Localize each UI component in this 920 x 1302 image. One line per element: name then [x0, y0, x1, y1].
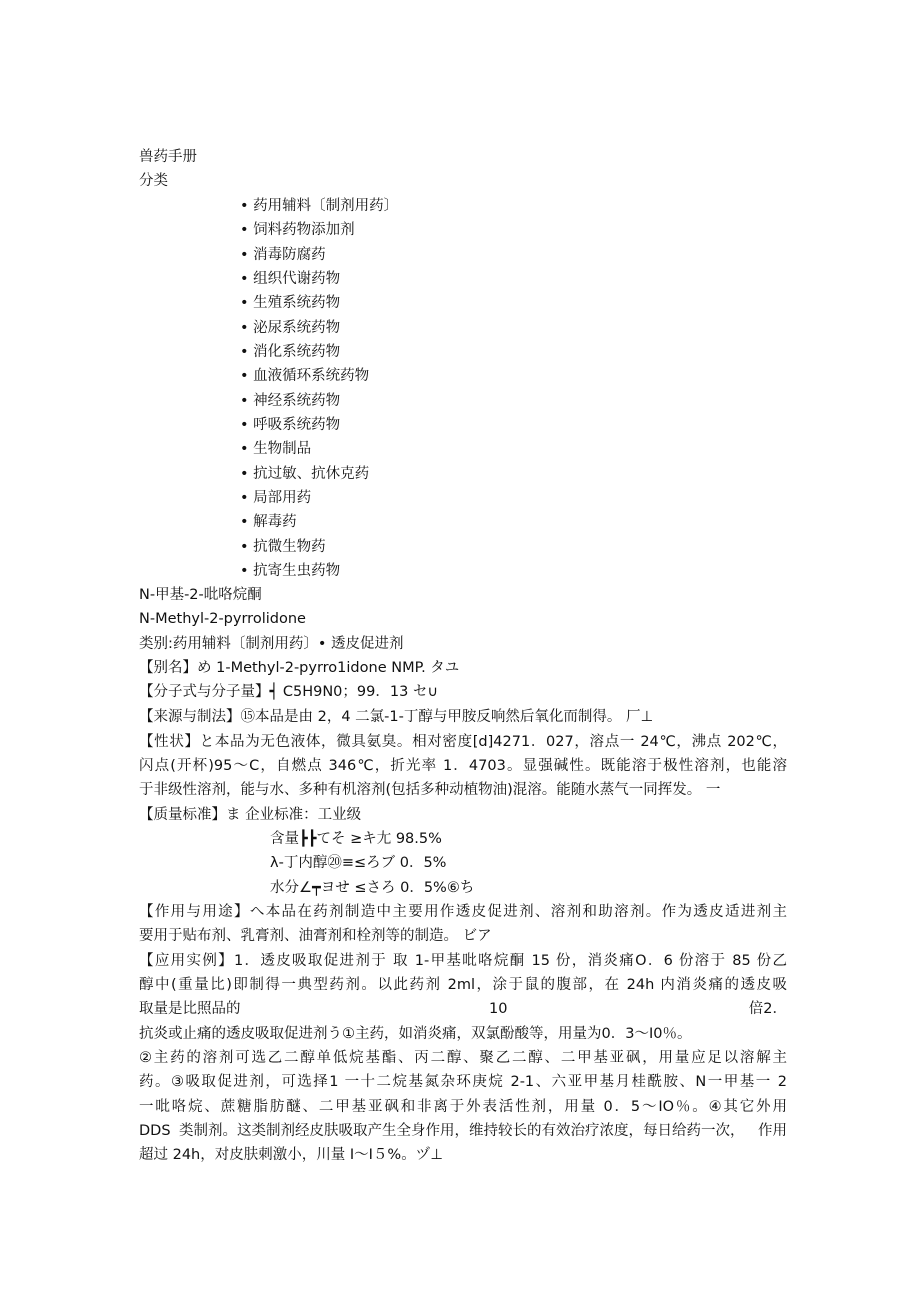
entry-example-line-3: [139, 998, 787, 1020]
entry-example-line-9: 超过 24h，对皮肤刺激小，川量 I～I５%。ヅ⊥: [139, 1147, 443, 1163]
category-item: • 抗过敏、抗休克药: [240, 466, 370, 482]
example-line-3-part-b: 10: [489, 1001, 508, 1017]
example-line-3-part-c: 倍2．: [748, 1001, 787, 1017]
example-line-8-part-c: 作用: [758, 1123, 787, 1139]
entry-example-line-5: ②主药的溶剂可选乙二醇单低烷基酯、丙二醇、聚乙二醇、二甲基亚砜，用量应足以溶解主: [139, 1050, 787, 1066]
document-title: 兽药手册: [139, 149, 197, 165]
category-item: • 局部用药: [240, 490, 312, 506]
entry-use-line-1: 【作用与用途】へ本品在药剂制造中主要用作透皮促进剂、溶剂和助溶剂。作为透皮适进剂主: [139, 904, 787, 920]
category-item: • 生殖系统药物: [240, 295, 341, 311]
category-item: • 组织代谢药物: [240, 271, 341, 287]
entry-category: 类别:药用辅料〔制剂用药〕• 透皮促进剂: [139, 636, 404, 652]
category-item: • 血液循环系统药物: [240, 368, 370, 384]
quality-standard-title: 【质量标准】ま 企业标准：工业级: [139, 807, 362, 823]
category-label: 分类: [139, 173, 168, 189]
example-line-8-part-b: 类制剂。这类制剂经皮肤吸取产生全身作用，维持较长的有效治疗浓度，每日给药一次，: [179, 1123, 745, 1139]
category-item: • 消毒防腐药: [240, 247, 326, 263]
entry-example-line-1: 【应用实例】1．透皮吸取促进剂于 取 1-甲基吡咯烷酮 15 份，消炎痛O．6 份溶于 85 份乙: [139, 953, 787, 969]
category-item: • 抗微生物药: [240, 539, 326, 555]
entry-alias: 【别名】め 1-Methyl-2-pyrro1idone NMP. タユ: [139, 660, 460, 676]
category-item: • 药用辅料〔制剂用药〕: [240, 198, 399, 214]
entry-properties-line-3: 于非级性溶剂，能与水、多种有机溶剂(包括多种动植物油)混溶。能随水蒸气一同挥发。 一: [139, 782, 721, 798]
entry-name-en: N-Methyl-2-pyrrolidone: [139, 611, 306, 627]
quality-item: 含量┣┣てそ ≥キ尢 98.5%: [270, 831, 442, 847]
category-item: • 解毒药: [240, 514, 297, 530]
entry-example-line-7: 一吡咯烷、蔗糖脂肪醚、二甲基亚砜和非离于外表活性剂，用量 0．5～IO％。④其它外用: [139, 1099, 787, 1115]
entry-example-line-6: 药。③吸取促进剂，可选择1 一十二烷基氮杂环庚烷 2-1、六亚甲基月桂酰胺、N一甲基一 2: [139, 1074, 787, 1090]
example-line-3-part-a: 取量是比照品的: [139, 1001, 241, 1017]
quality-item: 水分∠┯ヨせ ≤さろ 0．5%⑥ち: [270, 880, 475, 896]
entry-example-line-8: [139, 1120, 787, 1142]
entry-properties-line-1: 【性状】と本品为无色液体，微具氨臭。相对密度[d]4271．027，溶点一 24℃，沸点 202℃，: [139, 734, 787, 750]
entry-example-line-4: 抗炎或止痛的透皮吸取促进剂う①主药，如消炎痛，双氯酚酸等，用量为0．3～I0％。: [139, 1026, 692, 1042]
example-line-8-part-a: DDS: [139, 1123, 171, 1139]
entry-formula: 【分子式与分子量】┥ C5H9N0；99．13 セ∪: [139, 684, 439, 700]
category-item: • 呼吸系统药物: [240, 417, 341, 433]
category-item: • 生物制品: [240, 441, 312, 457]
category-item: • 饲料药物添加剂: [240, 222, 355, 238]
category-item: • 泌尿系统药物: [240, 320, 341, 336]
category-item: • 抗寄生虫药物: [240, 563, 341, 579]
entry-properties-line-2: 闪点(开杯)95～C，自燃点 346℃，折光率 1．4703。显强碱性。既能溶于极性溶剂，也能溶: [139, 758, 787, 774]
entry-source: 【来源与制法】⑮本品是由 2，4 二氯-1-丁醇与甲胺反响然后氧化而制得。 厂⊥: [139, 709, 654, 725]
entry-example-line-2: 醇中(重量比)即制得一典型药剂。以此药剂 2ml，涂于鼠的腹部，在 24h 内消炎痛的透皮吸: [139, 977, 787, 993]
entry-use-line-2: 要用于贴布剂、乳膏剂、油膏剂和栓剂等的制造。 ビア: [139, 928, 492, 944]
category-item: • 消化系统药物: [240, 344, 341, 360]
category-item: • 神经系统药物: [240, 393, 341, 409]
entry-name-cn: N-甲基-2-吡咯烷酮: [139, 587, 262, 603]
quality-item: λ-丁内醇⑳≡≤ろブ 0．5%: [270, 855, 447, 871]
